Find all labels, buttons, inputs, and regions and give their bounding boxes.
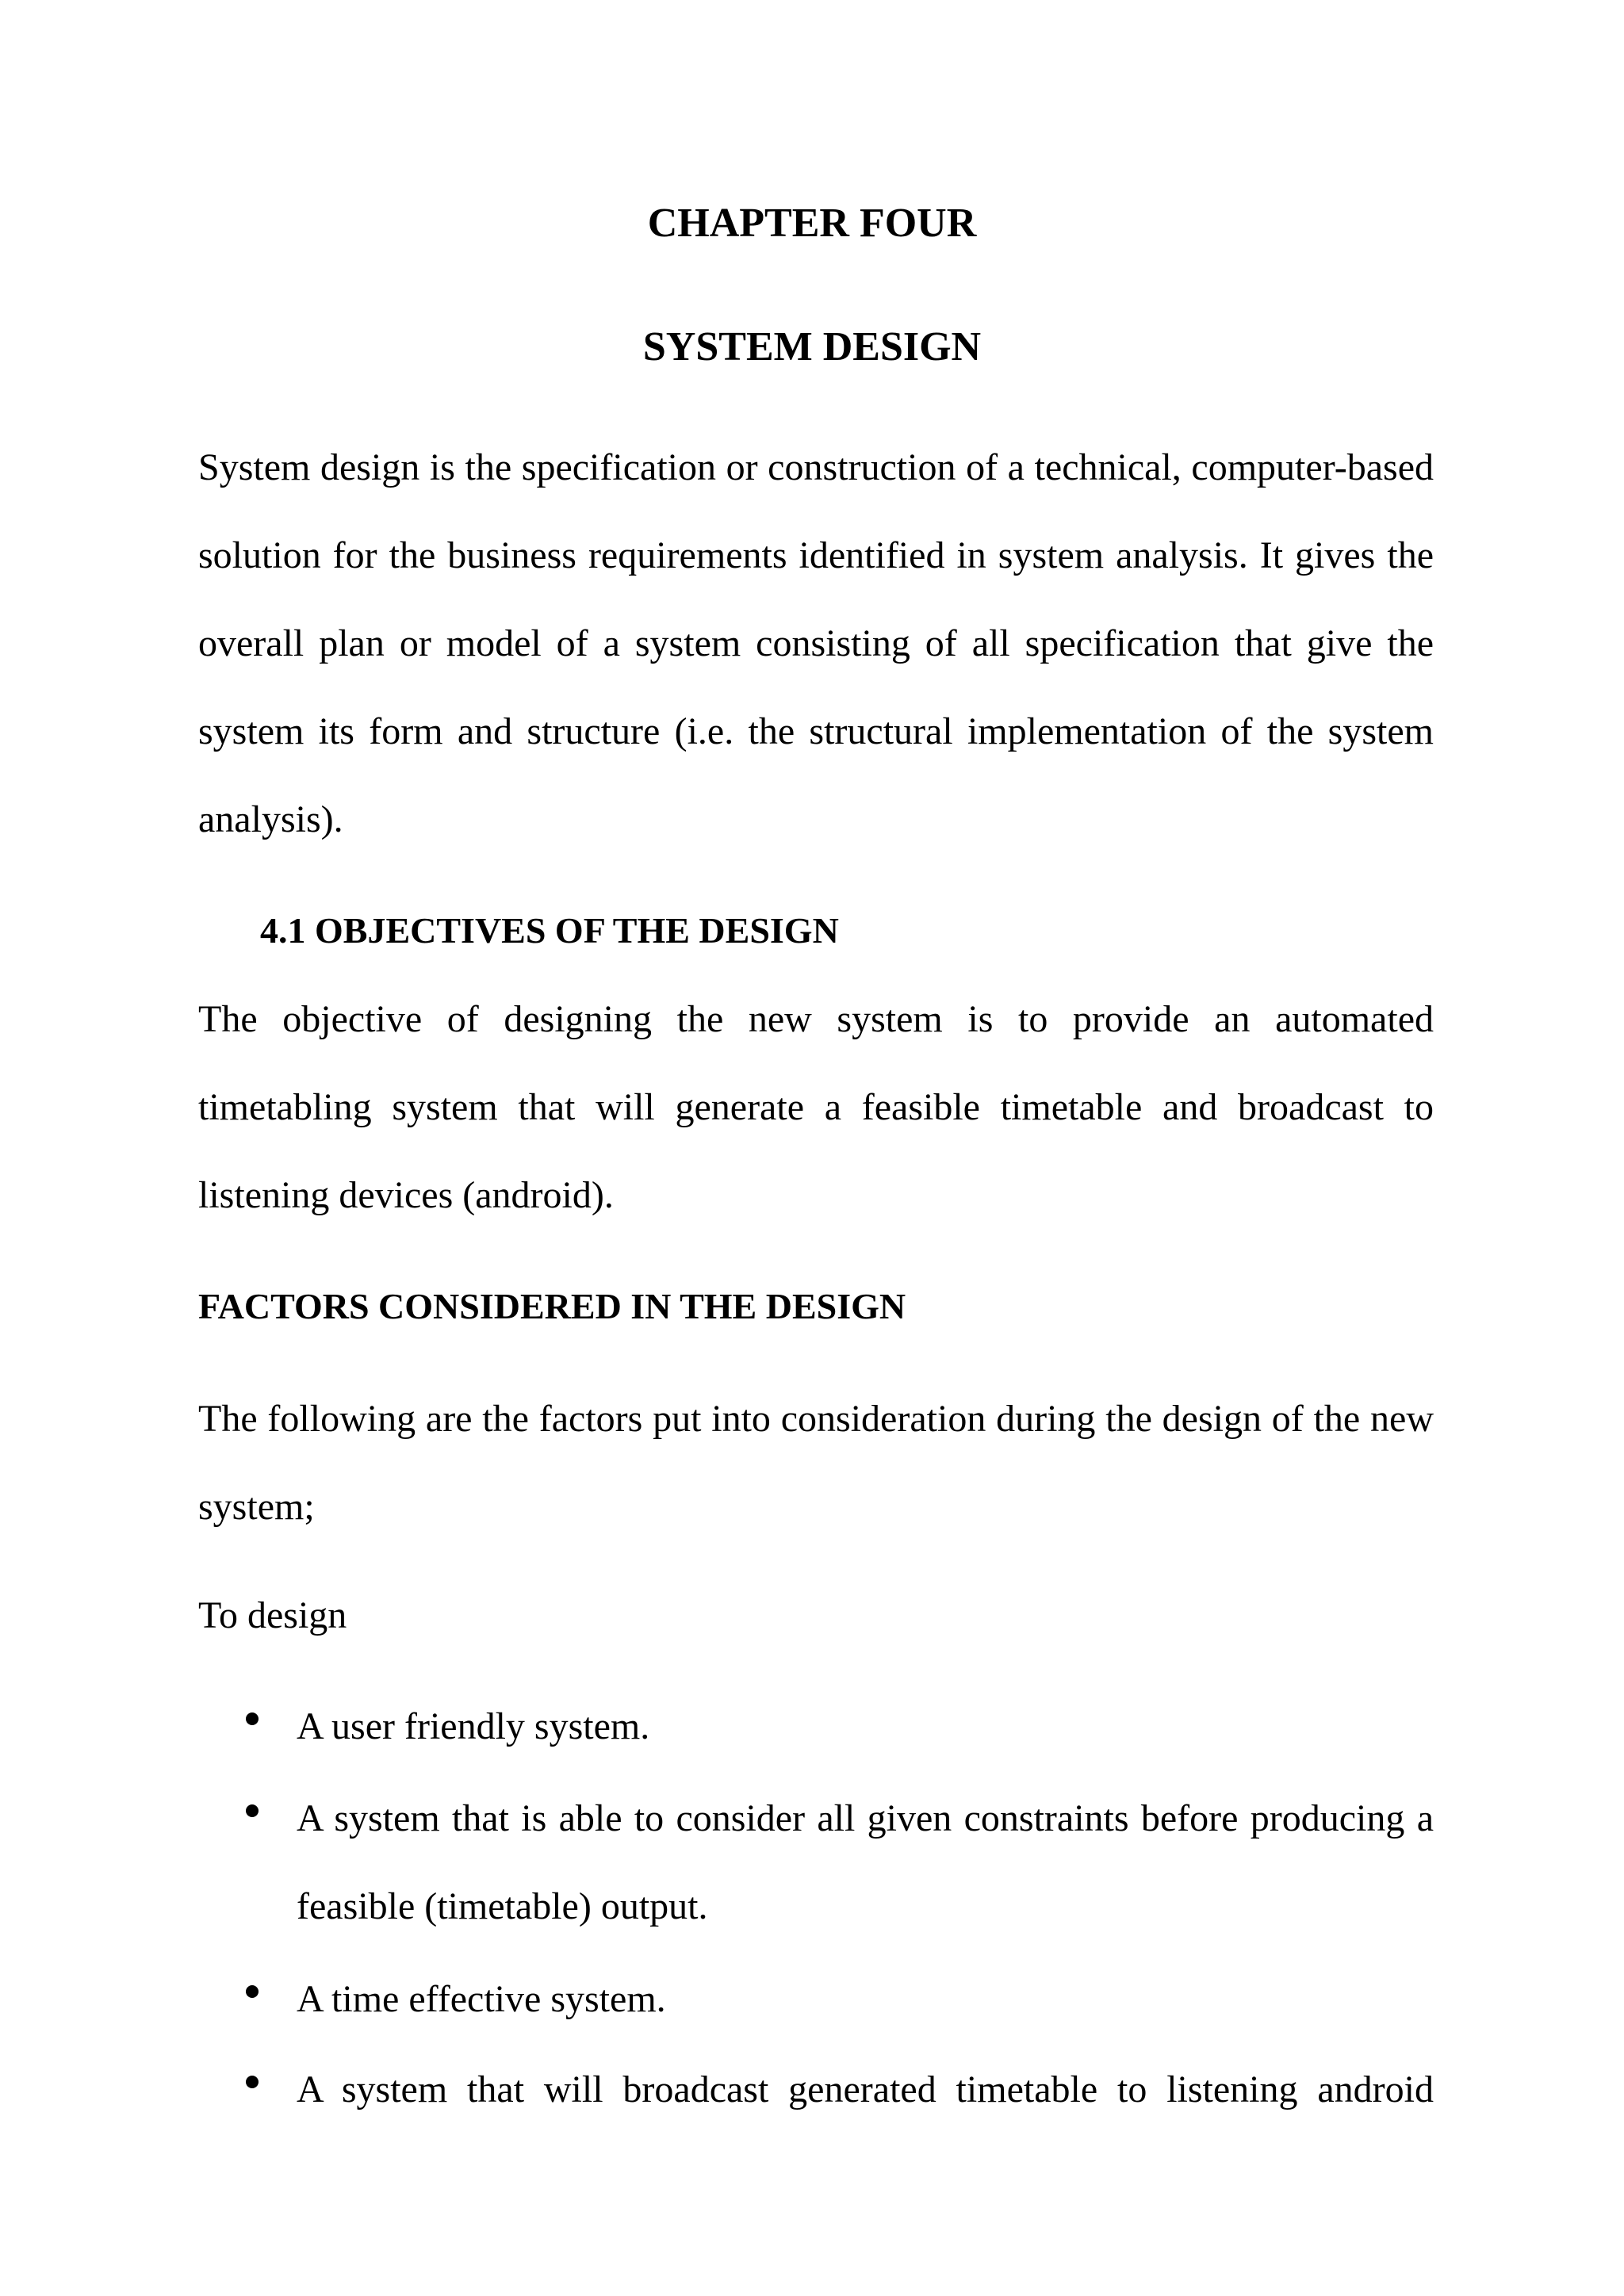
intro-paragraph: System design is the specification or construction of a technical, computer-based solution for the business requirements identified in system analysis. It gives the overall plan or model of a system consisting of all specification that give the system its form and structure (i.e. the structural implementation of the system analysis).: [198, 446, 1434, 840]
bullet-icon: [246, 1712, 259, 1725]
lead-in-text: To design: [198, 1594, 347, 1636]
section-4-1-heading: 4.1 OBJECTIVES OF THE DESIGN: [260, 910, 839, 951]
lead-in-wrap: [198, 1592, 1434, 1640]
factors-paragraph: The following are the factors put into consideration during the design of the new system;: [198, 1398, 1434, 1528]
factors-heading: FACTORS CONSIDERED IN THE DESIGN: [198, 1286, 906, 1326]
objectives-paragraph: The objective of designing the new system is to provide an automated timetabling system that will generate a feasible timetable and broadcast to listening devices (android).: [198, 998, 1434, 1216]
list-item: [246, 1955, 1434, 2043]
section-4-1-body: [198, 975, 1434, 1239]
bullet-icon: [246, 1985, 259, 1998]
section-4-1-heading-wrap: [260, 907, 1434, 955]
bullet-icon: [246, 2076, 259, 2088]
list-item: [246, 2045, 1434, 2133]
bullet-icon: [246, 1804, 259, 1817]
list-item: [246, 1682, 1434, 1770]
list-item-text: A system that will broadcast generated timetable to listening android: [297, 2068, 1434, 2110]
list-item-text: A system that is able to consider all given constraints before producing a feasible (timetable) output.: [297, 1797, 1434, 1927]
factors-heading-wrap: [198, 1283, 1434, 1330]
list-item-text: A user friendly system.: [297, 1705, 650, 1747]
list-item-text: A time effective system.: [297, 1978, 666, 2020]
chapter-title: CHAPTER FOUR: [647, 201, 977, 246]
chapter-subtitle: SYSTEM DESIGN: [642, 324, 982, 369]
intro-section: [198, 423, 1434, 863]
factors-body: [198, 1375, 1434, 1551]
list-item: [246, 1774, 1434, 1950]
